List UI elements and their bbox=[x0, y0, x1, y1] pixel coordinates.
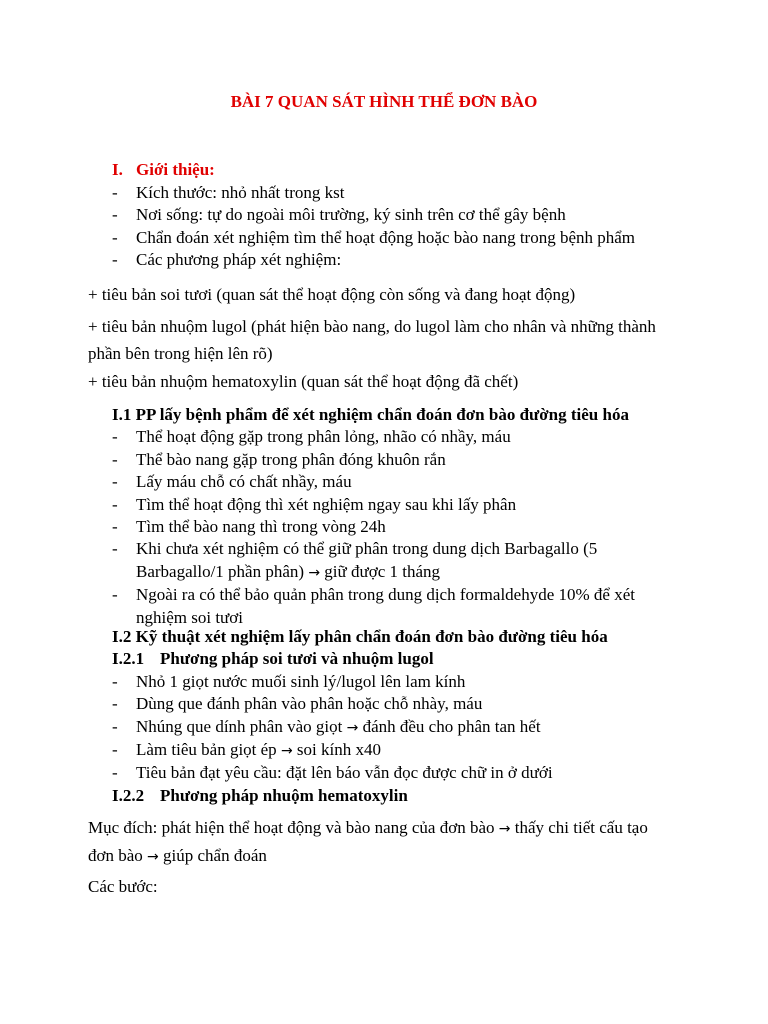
list-item bbox=[88, 584, 688, 629]
list-item-text bbox=[136, 584, 688, 629]
list-item-line: Làm tiêu bản giọt ép bbox=[136, 740, 277, 760]
bullet-dash: - bbox=[112, 250, 118, 270]
bullet-dash: - bbox=[112, 449, 118, 469]
list-item-line: đánh đều cho phân tan hết bbox=[362, 716, 541, 736]
section-heading-specimen: I.1 PP lấy bệnh phẩm để xét nghiệm chẩn đoán đơn bào đường tiêu hóa bbox=[112, 405, 629, 424]
bullet-dash: - bbox=[112, 227, 118, 247]
paragraph-segment: đơn bào bbox=[88, 845, 143, 865]
paragraph-segment: Mục đích: phát hiện thể hoạt động và bào nang của đơn bào bbox=[88, 818, 495, 837]
subsection-heading-lugol bbox=[88, 648, 688, 670]
steps-paragraph bbox=[88, 874, 688, 901]
section-heading-technique: I.2 Kỹ thuật xét nghiệm lấy phân chẩn đoán đơn bào đường tiêu hóa bbox=[112, 627, 608, 646]
bullet-dash: - bbox=[112, 539, 118, 559]
list-item-text bbox=[136, 538, 688, 584]
list-item bbox=[88, 693, 688, 715]
section-number: I. bbox=[112, 160, 123, 179]
arrow-right-icon: → bbox=[498, 821, 511, 837]
list-item-text: Nơi sống: tự do ngoài môi trường, ký sinh trên cơ thể gây bệnh bbox=[136, 205, 566, 225]
list-item bbox=[88, 471, 688, 493]
bullet-dash: - bbox=[112, 494, 118, 514]
list-item-line: Barbagallo/1 phần phân) bbox=[136, 561, 305, 581]
method-paragraph bbox=[88, 282, 688, 309]
bullet-dash: - bbox=[112, 183, 118, 202]
list-item-line: nghiệm soi tươi bbox=[136, 607, 243, 627]
list-item-text: Lấy máu chỗ có chất nhầy, máu bbox=[136, 472, 352, 492]
paragraph-segment: thấy chi tiết cấu tạo bbox=[514, 818, 648, 837]
list-item-text: Tiêu bản đạt yêu cầu: đặt lên báo vẫn đọc được chữ in ở dưới bbox=[136, 763, 553, 783]
subsection-heading-hematoxylin bbox=[88, 785, 688, 807]
bullet-dash: - bbox=[112, 427, 118, 447]
list-item bbox=[88, 762, 688, 784]
section-specimen bbox=[88, 404, 688, 629]
subsection-number: I.2.2 bbox=[112, 785, 145, 805]
subsection-number: I.2.1 bbox=[112, 649, 145, 669]
arrow-right-icon: → bbox=[308, 564, 321, 581]
bullet-dash: - bbox=[112, 585, 118, 605]
bullet-dash: - bbox=[112, 472, 118, 492]
bullet-dash: - bbox=[112, 716, 118, 736]
list-item-line: giữ được 1 tháng bbox=[324, 561, 441, 581]
list-item-line: Khi chưa xét nghiệm có thể giữ phân trong dung dịch Barbagallo (5 bbox=[136, 539, 598, 559]
subsection-heading-text: Phương pháp soi tươi và nhuộm lugol bbox=[160, 649, 434, 669]
arrow-right-icon: → bbox=[147, 848, 159, 865]
subsection-heading-text: Phương pháp nhuộm hematoxylin bbox=[160, 785, 408, 805]
paragraph-text: + tiêu bản nhuộm lugol (phát hiện bào nang, do lugol làm cho nhân và những thành bbox=[88, 317, 656, 336]
list-item bbox=[88, 204, 688, 226]
list-item-line: Ngoài ra có thể bảo quản phân trong dung dịch formaldehyde 10% để xét bbox=[136, 585, 635, 605]
paragraph-text: + tiêu bản nhuộm hematoxylin (quan sát thể hoạt động đã chết) bbox=[88, 372, 519, 391]
list-item bbox=[88, 516, 688, 538]
bullet-dash: - bbox=[112, 740, 118, 760]
steps-label: Các bước: bbox=[88, 877, 158, 896]
list-item bbox=[88, 182, 688, 204]
list-item-text: Tìm thể bào nang thì trong vòng 24h bbox=[136, 517, 386, 537]
paragraph-text bbox=[88, 843, 688, 871]
list-item-text: Các phương pháp xét nghiệm: bbox=[136, 250, 342, 270]
list-item-text: Thể bào nang gặp trong phân đóng khuôn rắn bbox=[136, 449, 446, 469]
list-item-text: Thể hoạt động gặp trong phân lỏng, nhão có nhầy, máu bbox=[136, 427, 511, 447]
paragraph-text bbox=[88, 815, 688, 843]
list-item bbox=[88, 426, 688, 448]
section-technique bbox=[88, 626, 688, 807]
list-item bbox=[88, 494, 688, 516]
list-item-text: Dùng que đánh phân vào phân hoặc chỗ nhày, máu bbox=[136, 694, 483, 714]
list-item-text: Chẩn đoán xét nghiệm tìm thể hoạt động hoặc bào nang trong bệnh phẩm bbox=[136, 227, 636, 247]
list-item-text: Nhỏ 1 giọt nước muối sinh lý/lugol lên lam kính bbox=[136, 671, 466, 691]
list-item-line: Nhúng que dính phân vào giọt bbox=[136, 716, 343, 736]
purpose-paragraph bbox=[88, 815, 688, 870]
method-paragraph bbox=[88, 369, 688, 396]
list-item bbox=[88, 538, 688, 584]
section-intro bbox=[88, 158, 688, 272]
bullet-dash: - bbox=[112, 671, 118, 691]
section-heading-text: Giới thiệu: bbox=[136, 160, 215, 179]
arrow-right-icon: → bbox=[346, 719, 359, 736]
document-title: BÀI 7 QUAN SÁT HÌNH THỂ ĐƠN BÀO bbox=[230, 92, 538, 111]
list-item-text bbox=[136, 716, 688, 739]
method-paragraph bbox=[88, 314, 688, 367]
list-item bbox=[88, 449, 688, 471]
section-heading-intro bbox=[88, 158, 688, 182]
bullet-dash: - bbox=[112, 205, 118, 225]
paragraph-text: + tiêu bản soi tươi (quan sát thể hoạt động còn sống và đang hoạt động) bbox=[88, 285, 576, 304]
list-item-text bbox=[136, 739, 688, 762]
paragraph-text: phần bên trong hiện lên rõ) bbox=[88, 343, 273, 363]
list-item bbox=[88, 671, 688, 693]
list-item-line: soi kính x40 bbox=[296, 740, 381, 760]
list-item bbox=[88, 716, 688, 739]
list-item-text: Kích thước: nhỏ nhất trong kst bbox=[136, 183, 345, 202]
list-item bbox=[88, 249, 688, 271]
paragraph-segment: giúp chẩn đoán bbox=[163, 845, 267, 865]
bullet-dash: - bbox=[112, 694, 118, 714]
bullet-dash: - bbox=[112, 763, 118, 783]
list-item-text: Tìm thể hoạt động thì xét nghiệm ngay sau khi lấy phân bbox=[136, 494, 517, 514]
arrow-right-icon: → bbox=[280, 743, 293, 760]
list-item bbox=[88, 739, 688, 762]
list-item bbox=[88, 227, 688, 249]
bullet-dash: - bbox=[112, 517, 118, 537]
